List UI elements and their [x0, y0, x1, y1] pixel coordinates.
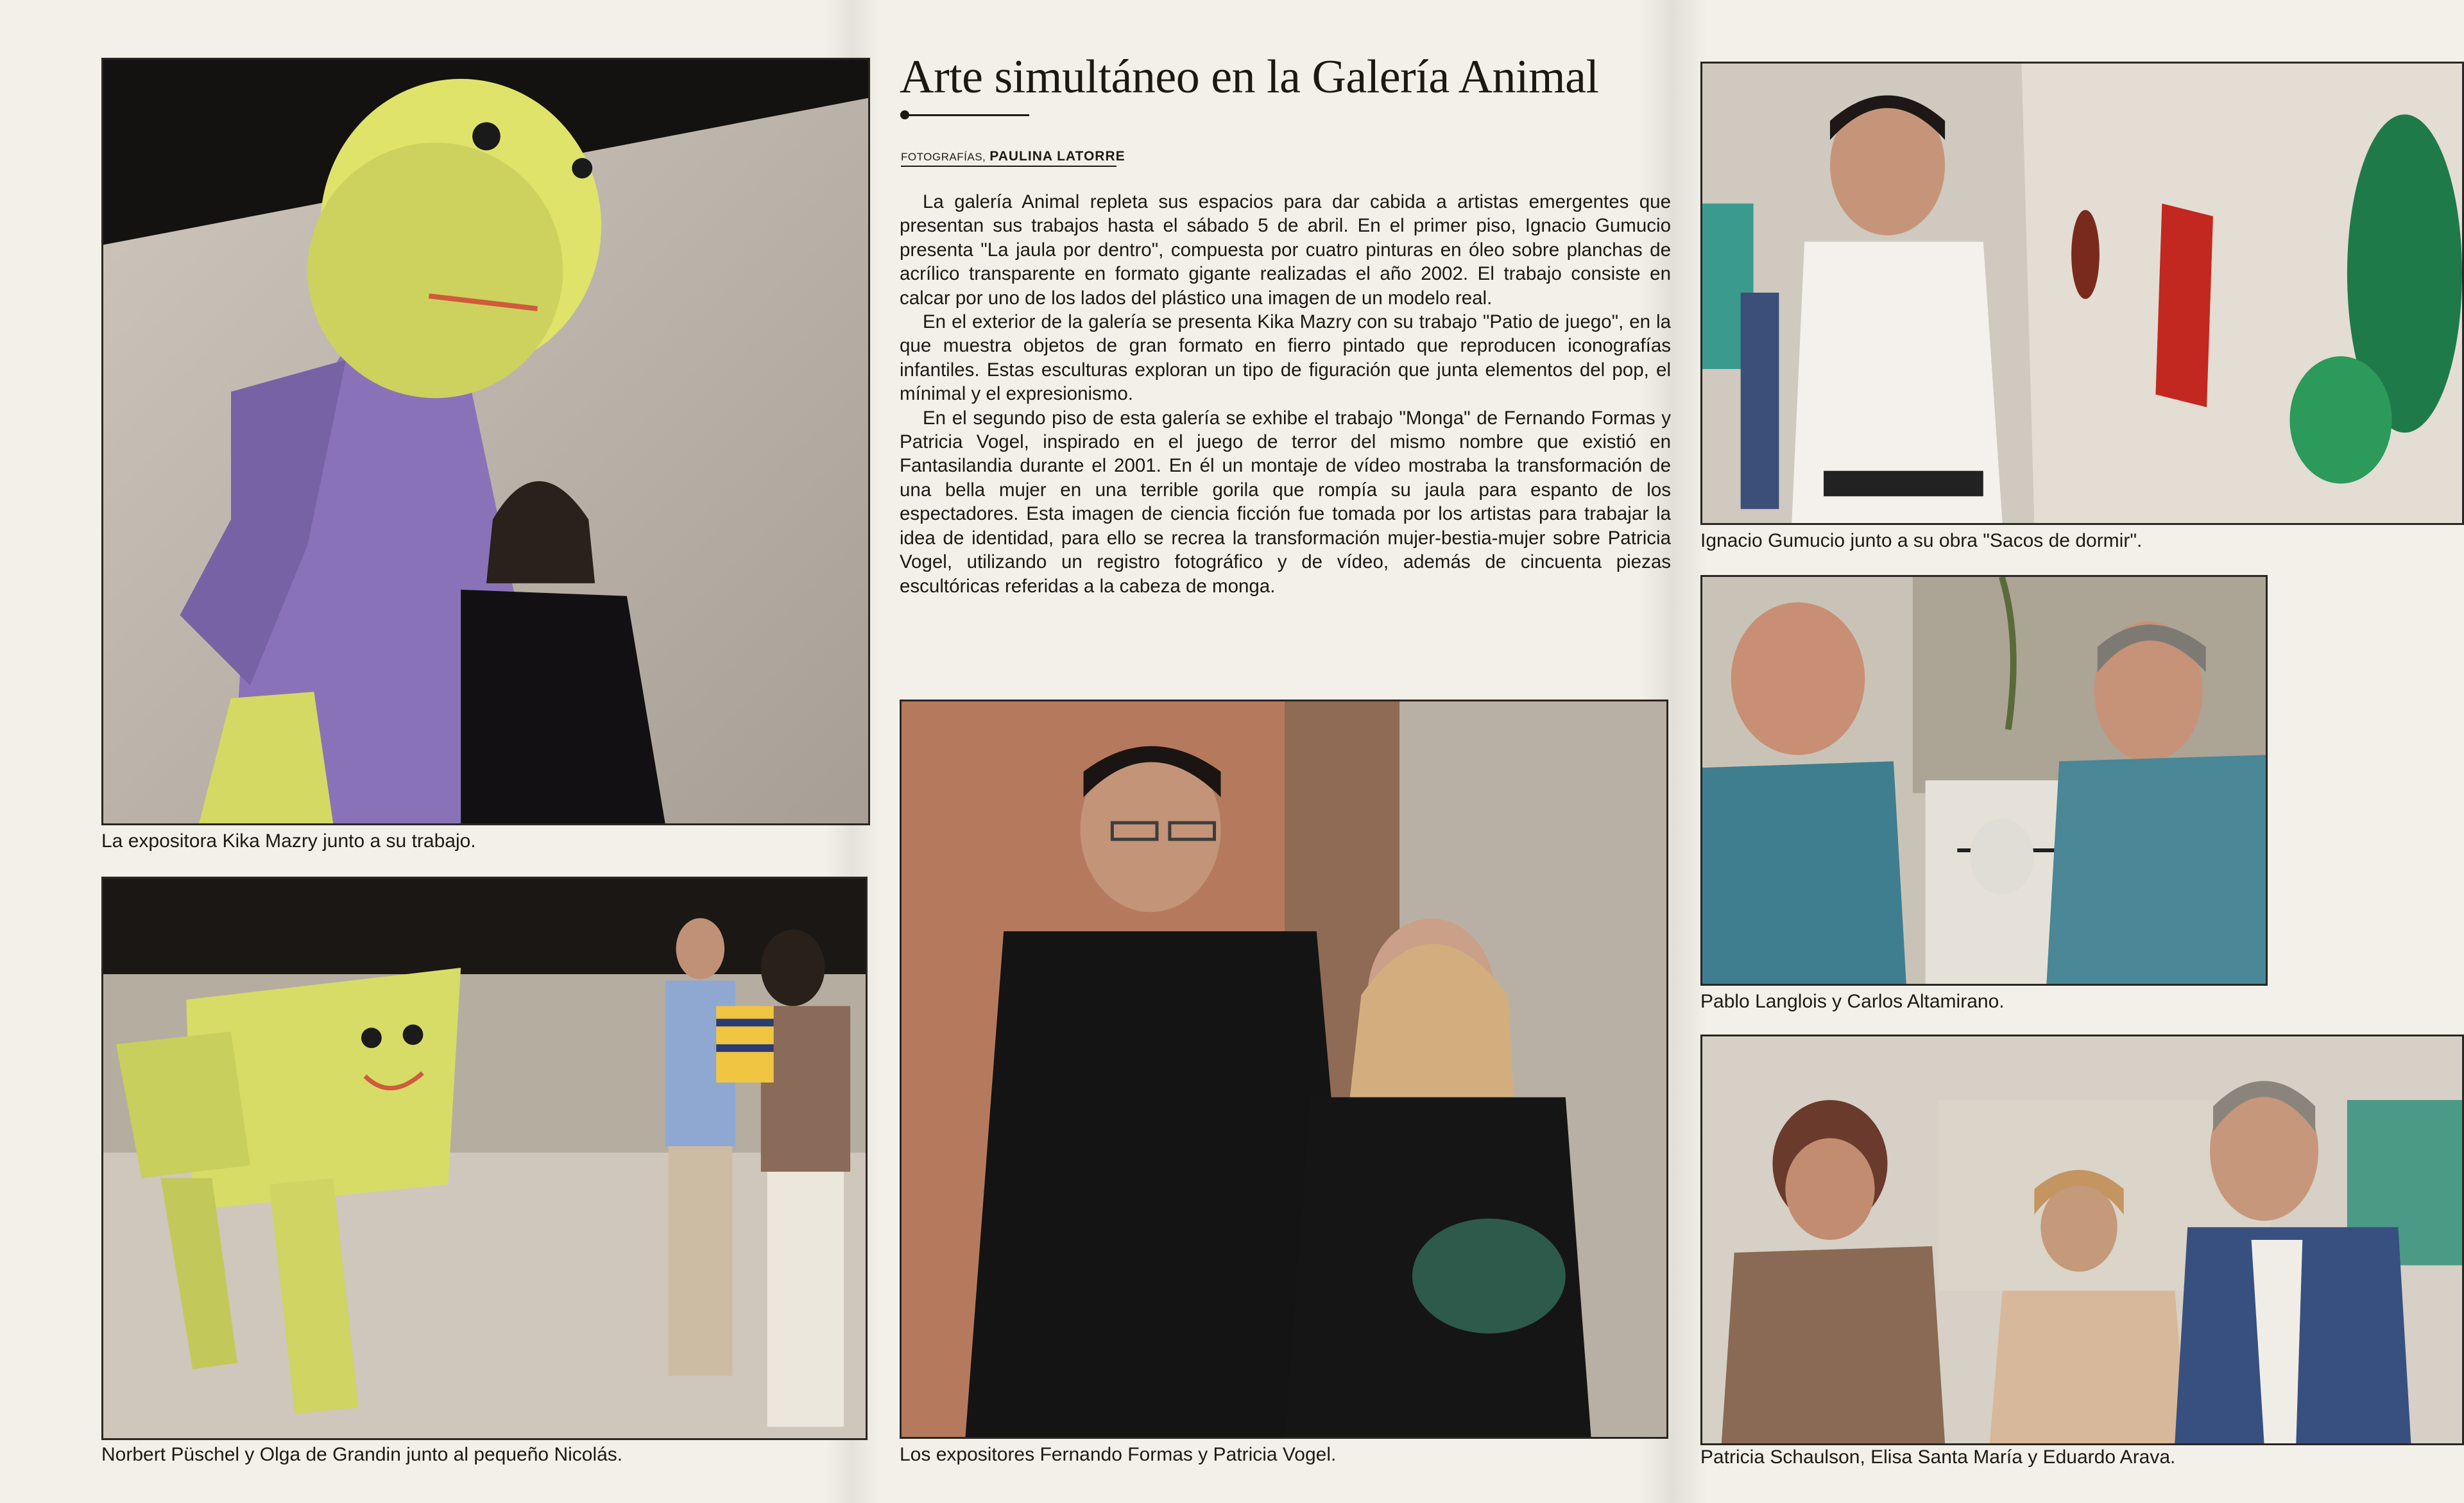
- article-body: [900, 190, 1671, 598]
- photo-credit-label: FOTOGRAFÍAS,: [901, 151, 986, 163]
- caption-formas-vogel: Los expositores Fernando Formas y Patricia Vogel.: [900, 1444, 1337, 1465]
- caption-norbert-puschel: Norbert Püschel y Olga de Grandin junto al pequeño Nicolás.: [101, 1444, 623, 1465]
- photo-credit-underline: [901, 166, 1116, 167]
- photo-credit-name: PAULINA LATORRE: [989, 149, 1125, 164]
- photo-schaulson-santamaria-arava: [1700, 1035, 2464, 1445]
- caption-langlois-altamirano: Pablo Langlois y Carlos Altamirano.: [1700, 991, 2005, 1012]
- article-headline: Arte simultáneo en la Galería Animal: [900, 51, 1599, 103]
- article-paragraph: La galería Animal repleta sus espacios para dar cabida a artistas emergentes que presentan sus trabajos hasta el sábado 5 de abril. En el primer piso, Ignacio Gumucio presenta "La jaula por dentro", compuesta por cuatro pinturas en óleo sobre planchas de acrílico transparente en formato gigante realizadas el año 2002. El trabajo consiste en calcar por uno de los lados del plástico una imagen de un modelo real.: [900, 191, 1671, 309]
- caption-kika-mazry: La expositora Kika Mazry junto a su trabajo.: [101, 830, 476, 852]
- photo-norbert-puschel: [101, 877, 868, 1440]
- caption-ignacio-gumucio: Ignacio Gumucio junto a su obra "Sacos de dormir".: [1700, 530, 2143, 551]
- article-paragraph: En el exterior de la galería se presenta Kika Mazry con su trabajo "Patio de juego", en la que muestra objetos de gran formato en fierro pintado que reproducen iconografías infantiles. Estas esculturas exploran un tipo de figuración que junta elementos del pop, el mínimal y el expresionismo.: [900, 311, 1671, 405]
- photo-ignacio-gumucio: [1700, 62, 2464, 525]
- photo-kika-mazry: [101, 58, 870, 825]
- caption-schaulson-santamaria-arava: Patricia Schaulson, Elisa Santa María y Eduardo Arava.: [1700, 1447, 2176, 1468]
- headline-rule: [903, 114, 1029, 116]
- photo-langlois-altamirano: [1700, 575, 2268, 986]
- photo-credit: [901, 149, 1125, 164]
- photo-formas-vogel: [900, 700, 1668, 1439]
- article-paragraph: En el segundo piso de esta galería se exhibe el trabajo "Monga" de Fernando Formas y Patricia Vogel, inspirado en el juego de terror del mismo nombre que existió en Fantasilandia durante el 2001. En él un montaje de vídeo mostraba la transformación de una bella mujer en una terrible gorila que rompía su jaula para espanto de los espectadores. Esta imagen de ciencia ficción fue tomada por los artistas para trabajar la idea de identidad, para ello se recrea la transformación mujer-bestia-mujer sobre Patricia Vogel, utilizando un registro fotográfico y de vídeo, además de cincuenta piezas escultóricas referidas a la cabeza de monga.: [900, 407, 1671, 597]
